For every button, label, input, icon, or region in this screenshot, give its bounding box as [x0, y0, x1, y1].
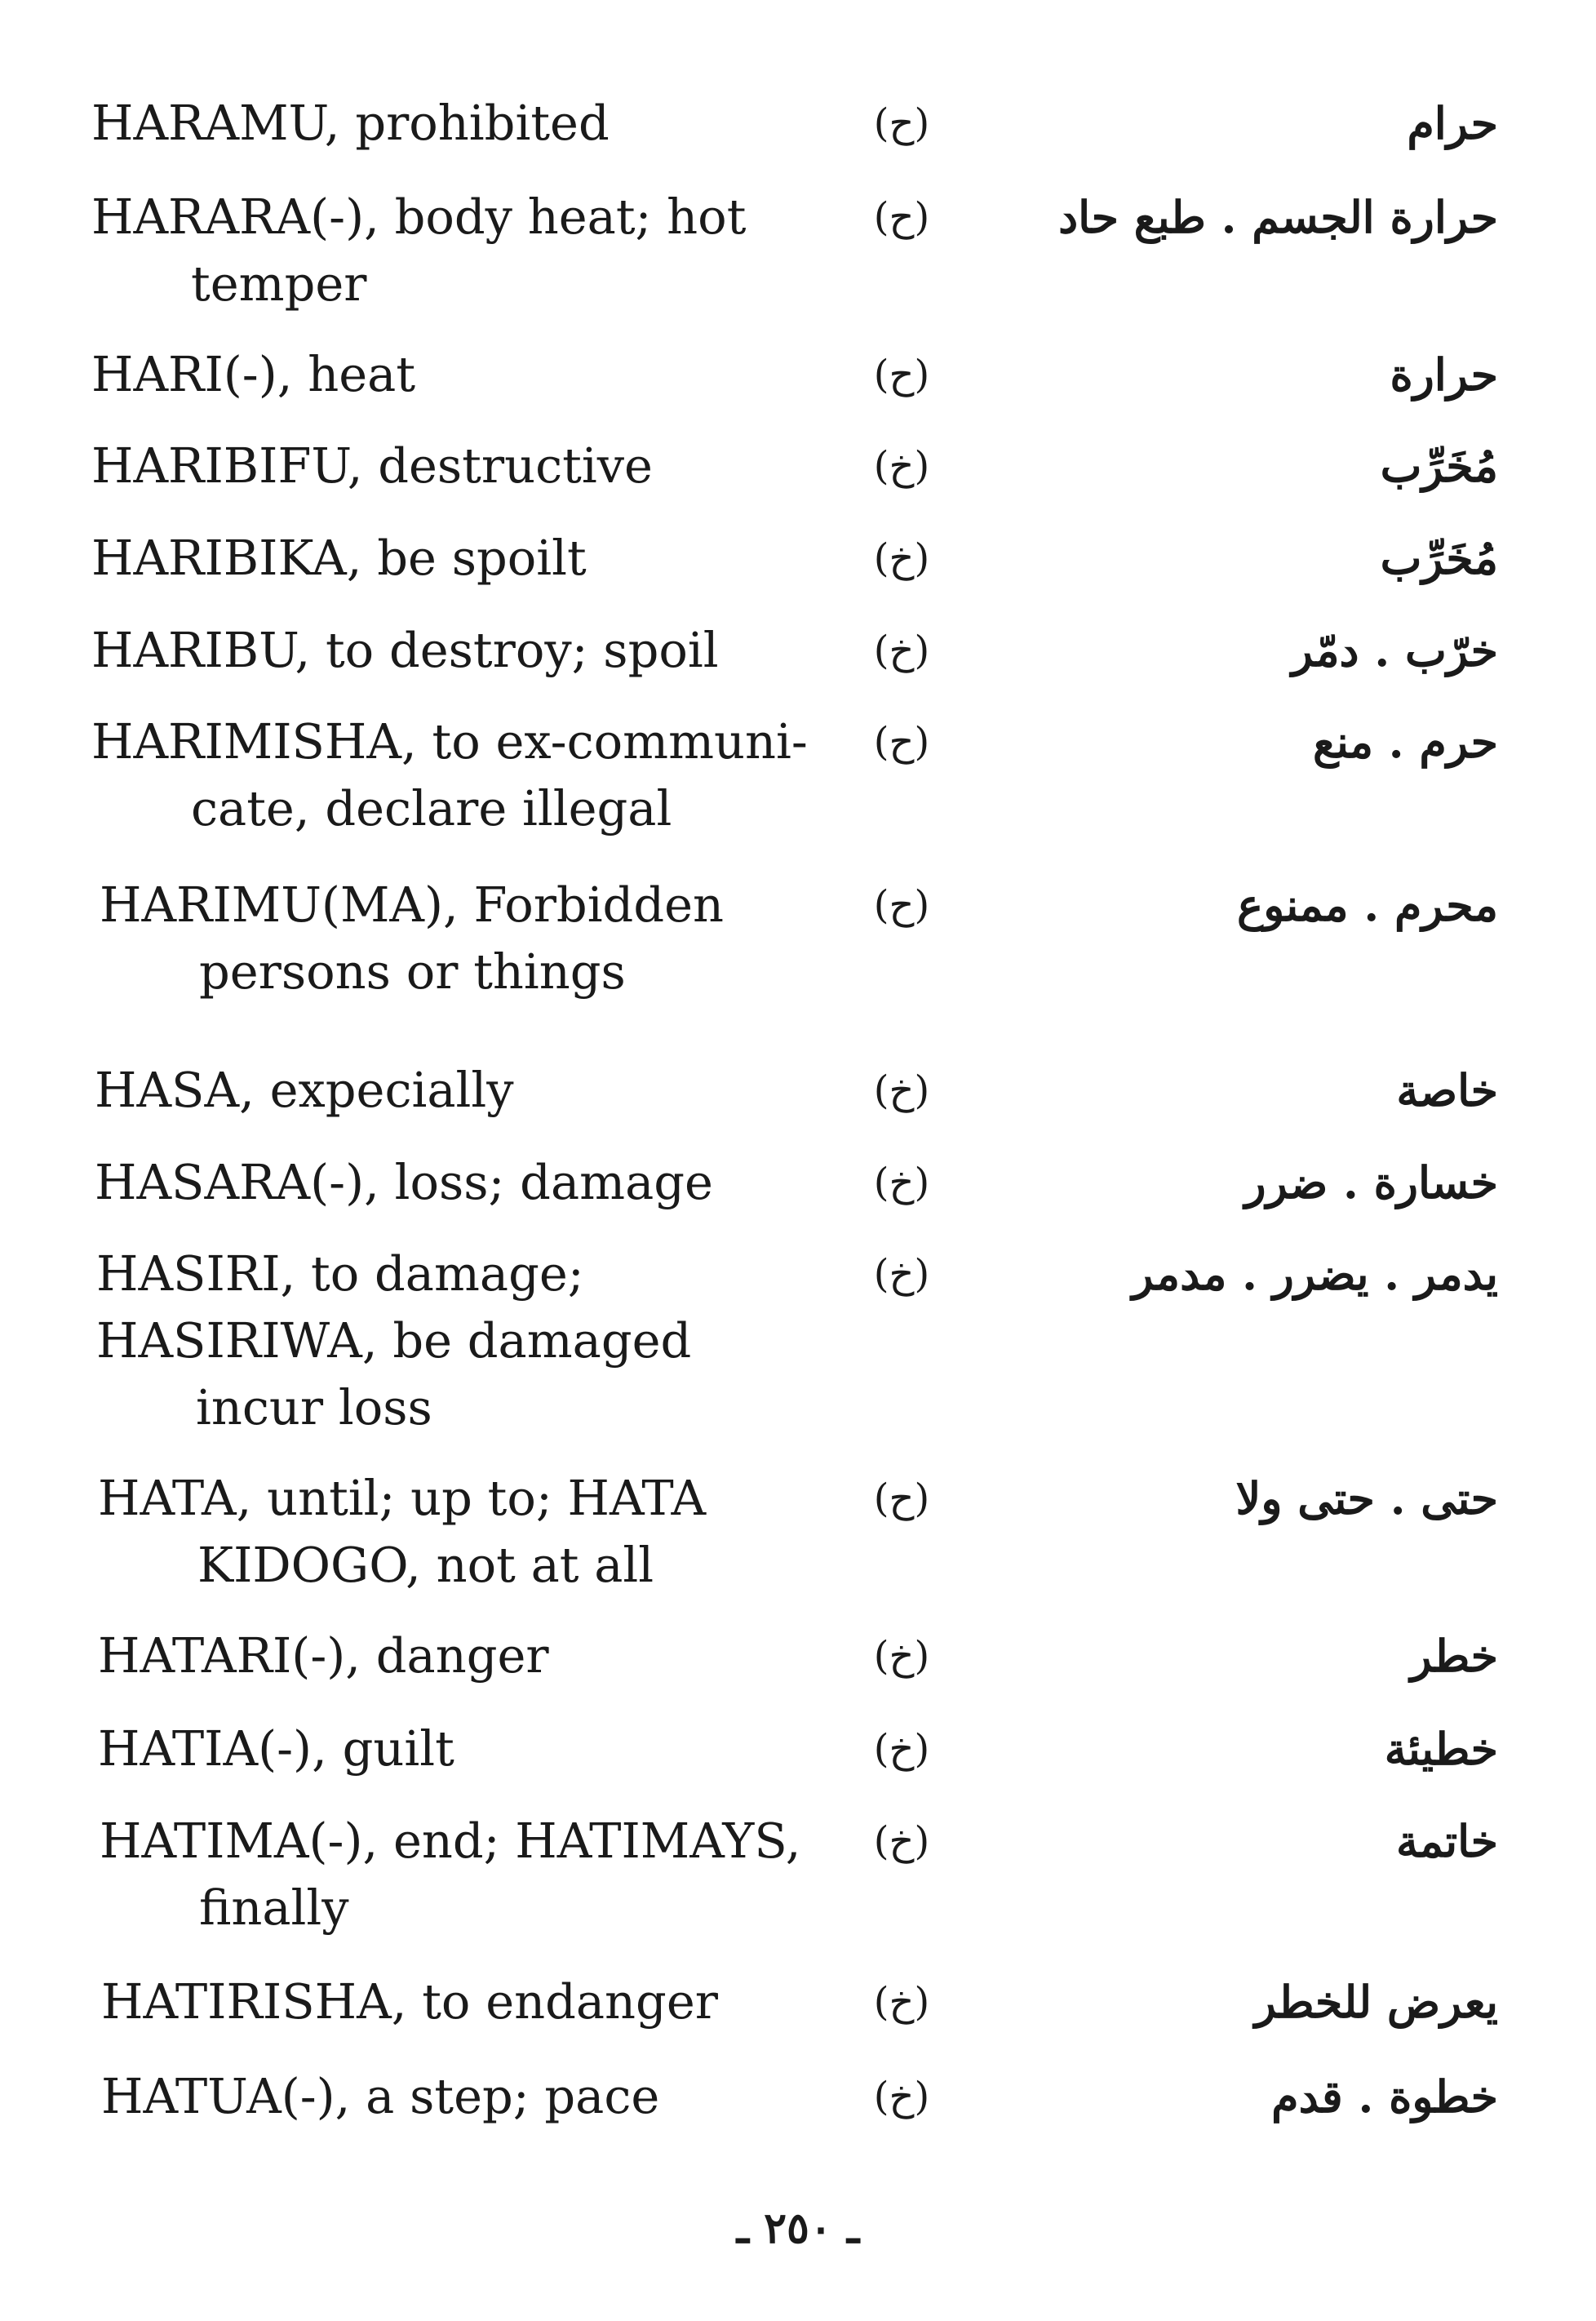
- origin-mark: (خ): [873, 1067, 930, 1113]
- origin-mark: (خ): [873, 1251, 930, 1297]
- origin-mark: (خ): [873, 1979, 930, 2025]
- swahili-term: [95, 1149, 862, 1216]
- origin-mark: (خ): [873, 443, 930, 489]
- arabic-translation: خاتمة: [1395, 1815, 1498, 1867]
- origin-mark: (ح): [873, 100, 930, 146]
- swahili-line: HARIBIFU, destructive: [91, 437, 653, 494]
- swahili-term: [96, 1240, 863, 1441]
- swahili-line: HARIMU(MA), Forbidden: [100, 876, 725, 933]
- swahili-line-continued: KIDOGO, not at all: [197, 1537, 654, 1593]
- swahili-term: [95, 1057, 862, 1124]
- arabic-translation: حتى . حتى ولا: [1235, 1472, 1498, 1524]
- swahili-line: HATIMA(-), end; HATIMAYS,: [100, 1813, 801, 1869]
- swahili-term: [91, 184, 858, 317]
- page-number: ـ ٢٥٠ ـ: [736, 2203, 860, 2253]
- swahili-line: HARARA(-), body heat; hot: [91, 189, 747, 245]
- swahili-line: HATUA(-), a step; pace: [101, 2068, 660, 2124]
- origin-mark: (ح): [873, 719, 930, 765]
- arabic-translation: يدمر . يضرر . مدمر: [1132, 1248, 1498, 1300]
- swahili-line: HARIBIKA, be spoilt: [91, 530, 587, 586]
- swahili-line: HARIBU, to destroy; spoil: [91, 622, 719, 678]
- swahili-term: [91, 90, 858, 157]
- swahili-term: [91, 525, 858, 592]
- swahili-line: HATARI(-), danger: [98, 1627, 549, 1684]
- swahili-line: HASARA(-), loss; damage: [95, 1154, 713, 1210]
- swahili-line: HATA, until; up to; HATA: [98, 1470, 707, 1526]
- arabic-translation: حرام: [1407, 97, 1498, 149]
- origin-mark: (خ): [873, 1818, 930, 1864]
- arabic-translation: خرّب . دمّر: [1291, 624, 1498, 677]
- origin-mark: (ح): [873, 352, 930, 397]
- swahili-line: HARIMISHA, to ex-communi-: [91, 713, 808, 770]
- arabic-translation: خطيئة: [1384, 1723, 1498, 1775]
- swahili-line-continued: cate, declare illegal: [191, 780, 672, 837]
- swahili-line-continued: finally: [199, 1879, 349, 1936]
- swahili-term: [91, 341, 858, 408]
- arabic-translation: مُخَرِّب: [1380, 440, 1498, 492]
- swahili-term: [100, 872, 867, 1005]
- arabic-translation: حرارة: [1390, 348, 1498, 401]
- origin-mark: (خ): [873, 1633, 930, 1679]
- origin-mark: (ح): [873, 1476, 930, 1521]
- origin-mark: (ح): [873, 194, 930, 240]
- swahili-term: [100, 1808, 867, 1942]
- origin-mark: (خ): [873, 535, 930, 581]
- swahili-line: HATIRISHA, to endanger: [101, 1973, 718, 2030]
- arabic-translation: خطر: [1410, 1630, 1498, 1682]
- swahili-line: HARAMU, prohibited: [91, 95, 610, 151]
- arabic-translation: مُخَرِّب: [1380, 532, 1498, 584]
- swahili-line: HASA, expecially: [95, 1062, 514, 1118]
- swahili-term: [98, 1715, 865, 1782]
- origin-mark: (خ): [873, 2074, 930, 2119]
- swahili-term: [98, 1622, 865, 1689]
- origin-mark: (خ): [873, 1160, 930, 1205]
- arabic-translation: حرارة الجسم . طبع حاد: [1058, 191, 1498, 243]
- origin-mark: (خ): [873, 628, 930, 673]
- swahili-term: [91, 708, 858, 842]
- arabic-translation: يعرض للخطر: [1254, 1976, 1498, 2028]
- arabic-translation: خطوة . قدم: [1271, 2070, 1498, 2123]
- swahili-line: HATIA(-), guilt: [98, 1720, 454, 1777]
- origin-mark: (خ): [873, 1726, 930, 1772]
- swahili-line: HARI(-), heat: [91, 346, 416, 402]
- arabic-translation: حرم . منع: [1313, 716, 1498, 768]
- arabic-translation: محرم . ممنوع: [1237, 879, 1498, 931]
- swahili-term: [101, 2063, 868, 2130]
- arabic-translation: خاصة: [1396, 1064, 1498, 1116]
- swahili-line-continued: persons or things: [199, 943, 626, 1000]
- origin-mark: (ح): [873, 882, 930, 928]
- arabic-translation: خسارة . ضرر: [1244, 1156, 1498, 1209]
- swahili-term: [91, 433, 858, 499]
- swahili-term: [91, 617, 858, 684]
- swahili-line: HASIRI, to damage;: [96, 1245, 584, 1302]
- swahili-term: [101, 1968, 868, 2035]
- swahili-line: HASIRIWA, be damaged: [96, 1312, 692, 1369]
- swahili-term: [98, 1465, 865, 1599]
- swahili-line-continued: incur loss: [196, 1379, 432, 1436]
- swahili-line-continued: temper: [191, 255, 367, 312]
